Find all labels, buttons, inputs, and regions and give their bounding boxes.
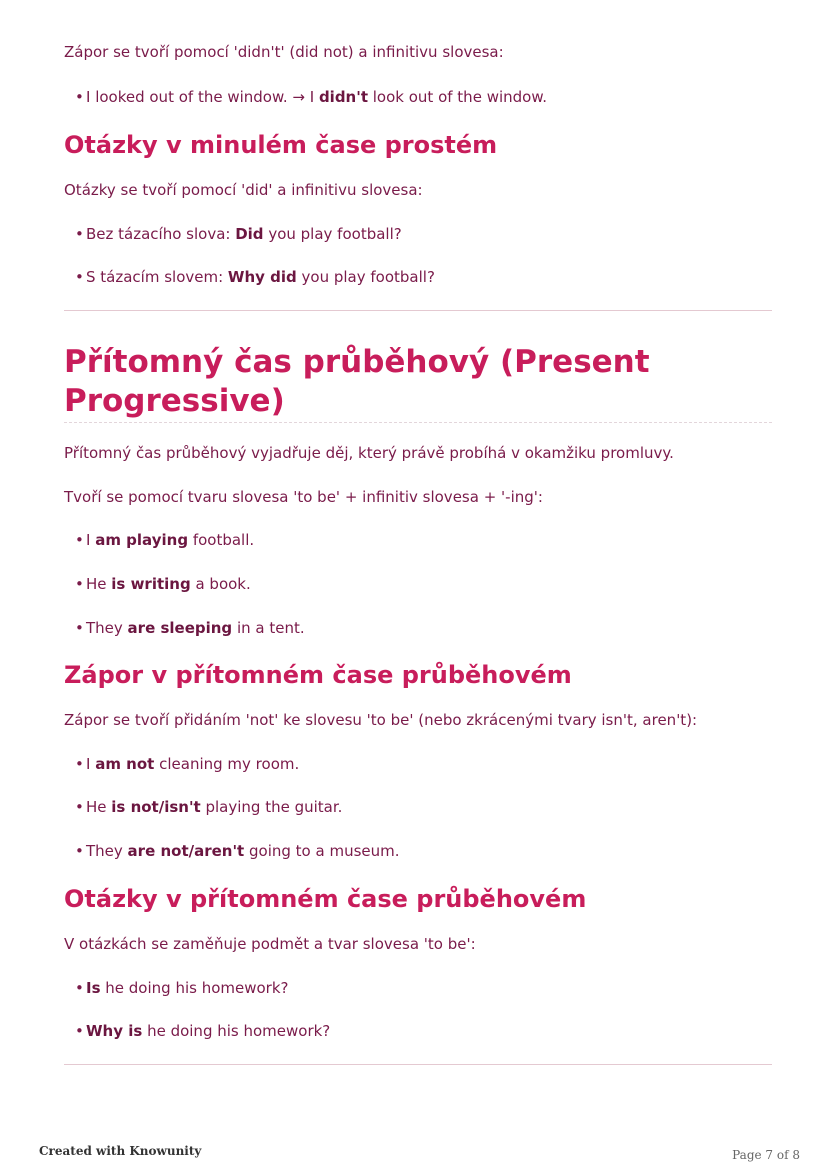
- created-with-label: Created with Knowunity: [39, 1144, 202, 1158]
- list-item: • I am playing football.: [86, 530, 254, 550]
- list-item: • S tázacím slovem: Why did you play football?: [86, 267, 435, 287]
- present-questions-heading: Otázky v přítomném čase průběhovém: [64, 885, 587, 913]
- title-underline: [64, 422, 772, 423]
- list-item: • They are sleeping in a tent.: [86, 618, 305, 638]
- list-item: • I looked out of the window. → I didn't look out of the window.: [86, 87, 547, 107]
- past-questions-heading: Otázky v minulém čase prostém: [64, 131, 498, 159]
- present-progressive-description: Přítomný čas průběhový vyjadřuje děj, který právě probíhá v okamžiku promluvy.: [64, 444, 674, 462]
- list-item: • They are not/aren't going to a museum.: [86, 841, 400, 861]
- list-item: • Bez tázacího slova: Did you play football?: [86, 224, 402, 244]
- past-negation-intro: Zápor se tvoří pomocí 'didn't' (did not) a infinitivu slovesa:: [64, 43, 504, 61]
- present-negation-heading: Zápor v přítomném čase průběhovém: [64, 661, 572, 689]
- section-divider: [64, 1064, 772, 1065]
- past-questions-intro: Otázky se tvoří pomocí 'did' a infinitivu slovesa:: [64, 181, 423, 199]
- present-negation-intro: Zápor se tvoří přidáním 'not' ke slovesu 'to be' (nebo zkrácenými tvary isn't, aren't):: [64, 711, 698, 729]
- list-item: • I am not cleaning my room.: [86, 754, 299, 774]
- list-item: • He is not/isn't playing the guitar.: [86, 797, 342, 817]
- list-item: • Why is he doing his homework?: [86, 1021, 330, 1041]
- list-item: • Is he doing his homework?: [86, 978, 289, 998]
- present-progressive-formation: Tvoří se pomocí tvaru slovesa 'to be' + infinitiv slovesa + '-ing':: [64, 488, 543, 506]
- list-item: • He is writing a book.: [86, 574, 251, 594]
- section-divider: [64, 310, 772, 311]
- present-questions-intro: V otázkách se zaměňuje podmět a tvar slovesa 'to be':: [64, 935, 476, 953]
- page-number: Page 7 of 8: [732, 1148, 800, 1162]
- present-progressive-title: Přítomný čas průběhový (Present Progressive): [64, 344, 650, 419]
